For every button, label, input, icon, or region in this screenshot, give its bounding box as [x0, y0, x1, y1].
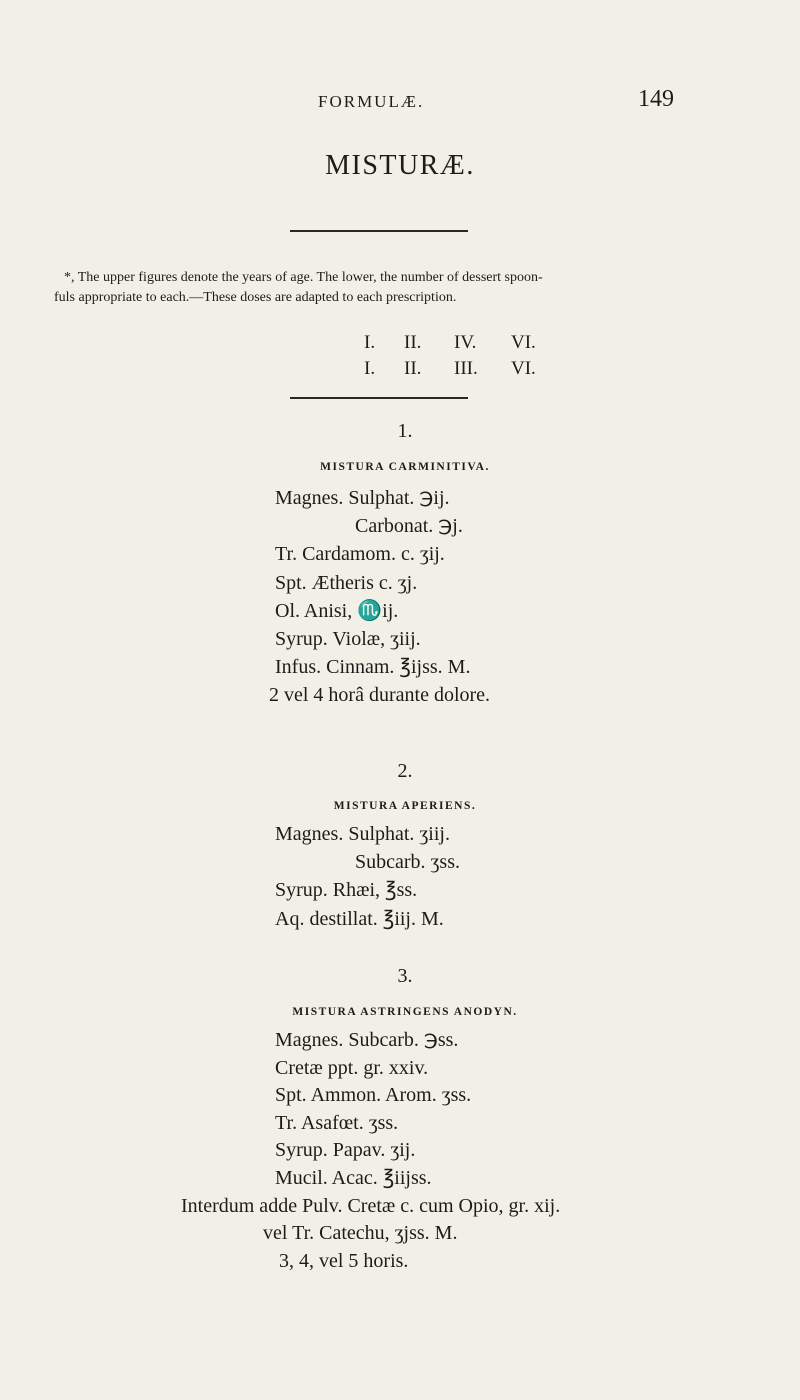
divider-bottom	[290, 397, 468, 399]
dosage-note	[54, 268, 754, 308]
ingredient-line: Spt. Ætheris c. ʒj.	[275, 571, 418, 594]
spoonful-cell: VI.	[511, 358, 536, 379]
ingredient-line: Syrup. Papav. ʒij.	[275, 1139, 416, 1162]
page-title: MISTURÆ.	[325, 150, 475, 181]
prescription-3-body	[181, 1027, 561, 1275]
page-number: 149	[638, 86, 674, 112]
spoonful-cell: II.	[404, 358, 422, 379]
running-head	[0, 86, 800, 122]
spoonfuls-row	[364, 356, 536, 382]
ingredient-line: Syrup. Violæ, ʒiij.	[275, 628, 421, 651]
age-cell: I.	[364, 332, 376, 353]
dosage-direction: 2 vel 4 horâ durante dolore.	[269, 684, 491, 707]
prescription-1-number: 1.	[397, 420, 413, 442]
prescription-3-title: MISTURA ASTRINGENS ANODYN.	[292, 1006, 518, 1018]
prescription-3-number: 3.	[397, 965, 413, 987]
ingredient-line: Magnes. Subcarb. ℈ss.	[275, 1029, 459, 1051]
note-line-2: fuls appropriate to each.—These doses are adapted to each prescription.	[54, 290, 457, 305]
ingredient-line: Spt. Ammon. Arom. ʒss.	[275, 1084, 472, 1107]
ages-row	[364, 330, 536, 356]
age-cell: IV.	[454, 332, 477, 353]
prescription-1-title: MISTURA CARMINITIVA.	[320, 461, 490, 473]
ingredient-line: Aq. destillat. ℥iij. M.	[275, 907, 444, 930]
ingredient-line: Subcarb. ʒss.	[355, 851, 460, 874]
ingredient-line: Syrup. Rhæi, ℥ss.	[275, 879, 418, 902]
prescription-2-number: 2.	[397, 760, 413, 782]
ingredient-line: Tr. Asafœt. ʒss.	[275, 1111, 399, 1134]
divider-top	[290, 230, 468, 232]
note-line-1: *, The upper figures denote the years of age. The lower, the number of dessert spoon-	[64, 270, 543, 285]
ingredient-line: Magnes. Sulphat. ℈ij.	[275, 487, 450, 509]
ingredient-line: Cretæ ppt. gr. xxiv.	[275, 1056, 429, 1079]
ingredient-line: Interdum adde Pulv. Cretæ c. cum Opio, gr. xij.	[181, 1194, 561, 1217]
spoonful-cell: I.	[364, 358, 376, 379]
ingredient-line: Ol. Anisi, ♏ij.	[275, 599, 399, 622]
running-title: FORMULÆ.	[318, 92, 425, 111]
prescription-2-title: MISTURA APERIENS.	[333, 800, 477, 812]
ingredient-line: Tr. Cardamom. c. ʒij.	[275, 543, 445, 566]
prescription-2-body	[275, 820, 460, 933]
age-cell: II.	[404, 332, 422, 353]
ingredient-line: Mucil. Acac. ℥iijss.	[275, 1166, 432, 1189]
dosage-direction: 3, 4, vel 5 horis.	[279, 1249, 409, 1272]
ingredient-line: Magnes. Sulphat. ʒiij.	[275, 823, 450, 845]
age-dose-table	[364, 330, 536, 382]
ingredient-line: vel Tr. Catechu, ʒjss. M.	[263, 1222, 458, 1245]
ingredient-line: Infus. Cinnam. ℥ijss. M.	[275, 656, 471, 679]
spoonful-cell: III.	[454, 358, 478, 379]
age-cell: VI.	[511, 332, 536, 353]
ingredient-line: Carbonat. ℈j.	[355, 515, 463, 538]
prescription-1-body	[269, 484, 491, 710]
